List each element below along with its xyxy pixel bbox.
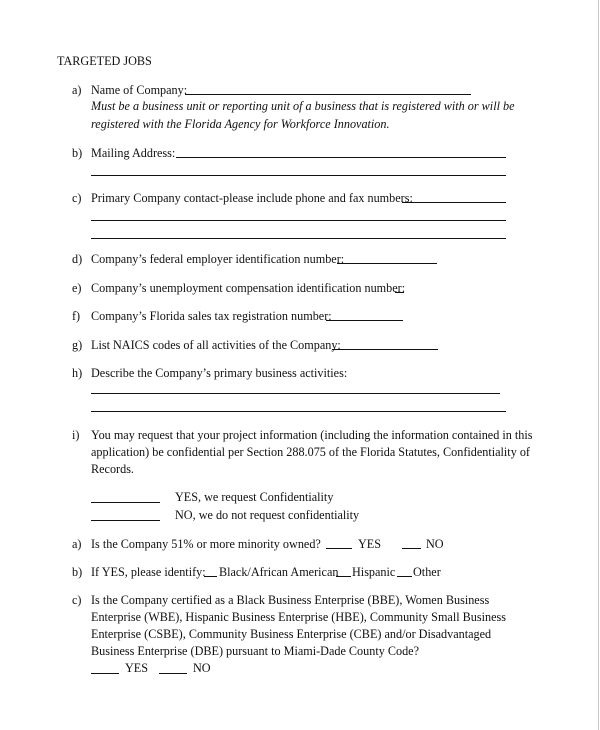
fein-label: Company’s federal employer identification number: [91,252,345,266]
item-letter: g) [72,338,83,352]
section-title: TARGETED JOBS [57,54,152,68]
confidentiality-text-line2: application) be confidential per Section 288.075 of the Florida Statutes, Confidentiality of [91,445,530,459]
mailing-address-field-1[interactable] [176,157,506,158]
minority-yes-blank[interactable] [326,548,352,549]
black-african-american-label: Black/African American [219,565,339,579]
fein-field[interactable] [337,263,437,264]
item-letter: d) [72,252,83,266]
unemployment-id-field[interactable] [395,292,404,293]
business-activities-field-1[interactable] [91,393,500,394]
confidentiality-no-blank[interactable] [91,520,160,521]
hispanic-blank[interactable] [336,576,351,577]
confidentiality-yes-blank[interactable] [91,502,160,503]
unemployment-id-label: Company’s unemployment compensation identification number: [91,281,406,295]
certification-text-line4: Business Enterprise (DBE) pursuant to Miami-Dade County Code? [91,644,419,658]
confidentiality-text-line1: You may request that your project information (including the information contained in this [91,428,533,442]
item-letter: c) [72,191,82,205]
confidentiality-no-label: NO, we do not request confidentiality [175,508,360,522]
mailing-address-field-2[interactable] [91,175,506,176]
item-letter: a) [72,537,82,551]
other-label: Other [413,565,441,579]
confidentiality-yes-label: YES, we request Confidentiality [175,490,334,504]
confidentiality-text-line3: Records. [91,462,134,476]
item-letter: a) [72,83,82,97]
item-letter: h) [72,366,83,380]
certified-yes-blank[interactable] [91,673,119,674]
business-activities-field-2[interactable] [91,411,506,412]
minority-owned-label: Is the Company 51% or more minority owned? [91,537,321,551]
item-letter: c) [72,593,82,607]
minority-no-blank[interactable] [402,548,421,549]
hispanic-label: Hispanic [352,565,396,579]
primary-contact-field-1[interactable] [402,202,506,203]
certification-text-line2: Enterprise (WBE), Hispanic Business Enterprise (HBE), Community Small Business [91,610,506,624]
company-note-line1: Must be a business unit or reporting unit of a business that is registered with or will be [91,99,515,113]
sales-tax-field[interactable] [326,320,403,321]
naics-label: List NAICS codes of all activities of the Company: [91,338,341,352]
minority-yes-label: YES [358,537,382,551]
item-letter: e) [72,281,82,295]
item-letter: f) [72,309,81,323]
item-letter: i) [72,428,80,442]
item-letter: b) [72,146,83,160]
naics-field[interactable] [332,349,438,350]
primary-contact-field-2[interactable] [91,220,506,221]
primary-contact-label: Primary Company contact-please include phone and fax numbers: [91,191,413,205]
certified-yes-label: YES [125,661,149,675]
black-african-american-blank[interactable] [204,576,217,577]
company-name-label: Name of Company: [91,83,188,97]
certified-no-blank[interactable] [159,673,187,674]
minority-no-label: NO [426,537,444,551]
sales-tax-label: Company’s Florida sales tax registration number: [91,309,332,323]
item-letter: b) [72,565,83,579]
certification-text-line3: Enterprise (CSBE), Community Business Enterprise (CBE) and/or Disadvantaged [91,627,492,641]
company-name-field[interactable] [185,94,471,95]
identify-label: If YES, please identify: [91,565,206,579]
certified-no-label: NO [193,661,211,675]
business-activities-label: Describe the Company’s primary business activities: [91,366,348,380]
certification-text-line1: Is the Company certified as a Black Business Enterprise (BBE), Women Business [91,593,490,607]
primary-contact-field-3[interactable] [91,238,506,239]
other-blank[interactable] [397,576,412,577]
mailing-address-label: Mailing Address: [91,146,176,160]
company-note-line2: registered with the Florida Agency for Workforce Innovation. [91,117,390,131]
